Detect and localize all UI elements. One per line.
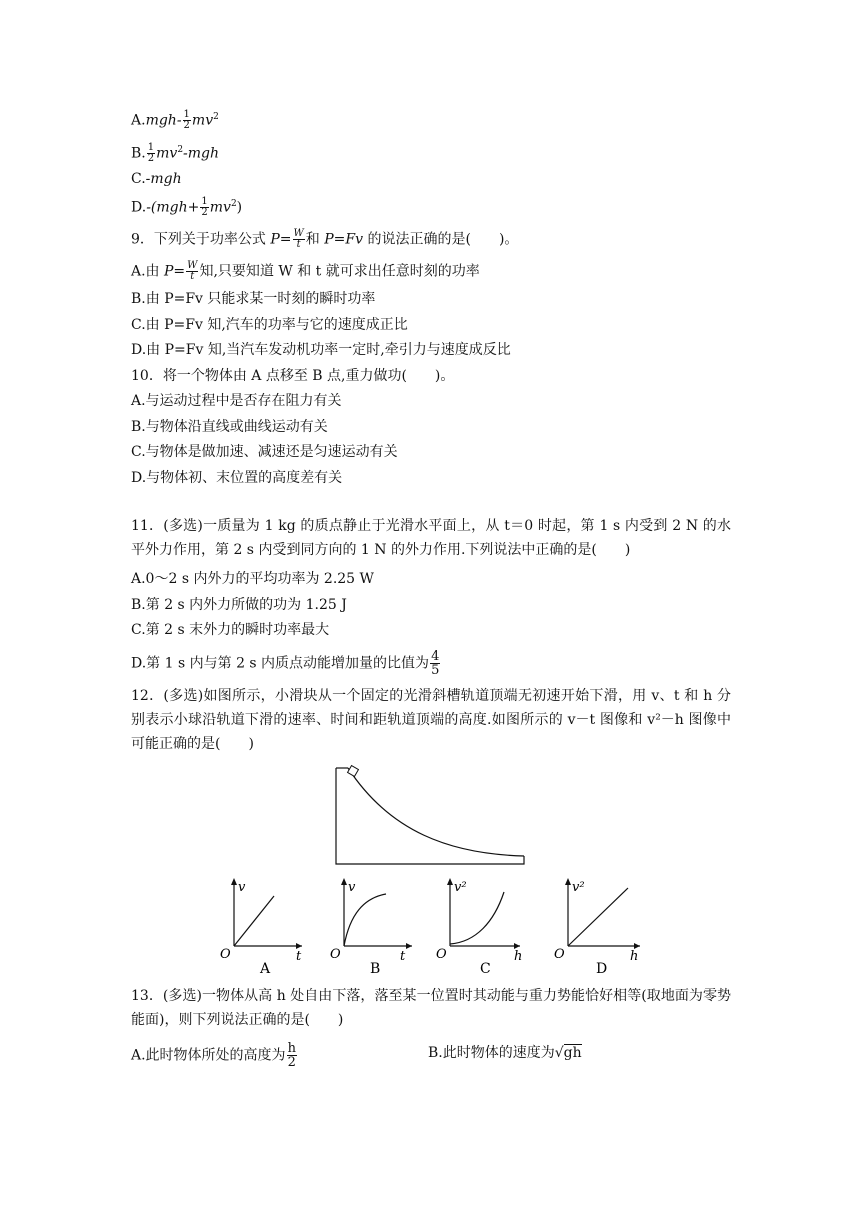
x-axis-label: t	[400, 949, 406, 964]
plot-line	[234, 896, 274, 946]
track-figure	[330, 762, 530, 868]
graph-label: D	[596, 961, 608, 977]
q8-option-a: A.mgh- $\frac{1}{2}$ $mv^2$	[131, 109, 219, 132]
origin-label: O	[436, 947, 447, 962]
formula-text: mv	[191, 112, 214, 129]
fraction: $\frac{h}{2}$	[287, 1041, 296, 1070]
fraction: $\frac{1}{2}$	[201, 196, 208, 219]
fraction: $\frac{W}{t}$	[293, 228, 304, 250]
fraction: $\frac{1}{2}$	[183, 109, 190, 132]
q11-option-c: C.第 2 s 末外力的瞬时功率最大	[131, 622, 330, 638]
x-axis-label: h	[514, 949, 523, 964]
q13-option-a: A.此时物体所处的高度为 $\frac{h}{2}$	[131, 1041, 296, 1070]
graph-d	[554, 878, 640, 977]
y-axis-label: v²	[572, 880, 585, 895]
fraction: $\frac{4}{5}$	[431, 649, 440, 678]
q11-option-b: B.第 2 s 内外力所做的功为 1.25 J	[131, 597, 347, 613]
track-curve	[348, 768, 524, 856]
track-base	[336, 768, 524, 864]
slider-block	[348, 766, 359, 777]
graphs-figure	[214, 874, 654, 978]
formula-text: mgh-	[145, 112, 182, 129]
graph-label: A	[260, 961, 271, 977]
graph-label: B	[370, 961, 381, 977]
graph-label: C	[480, 961, 491, 977]
q10-stem: 10．将一个物体由 A 点移至 B 点,重力做功( )。	[131, 368, 455, 384]
q8-option-b: B. $\frac{1}{2}$ $mv^2$-mgh	[131, 142, 220, 165]
arrow-icon	[406, 943, 412, 949]
q13-option-b: B.此时物体的速度为√gh	[428, 1045, 582, 1061]
q10-option-b: B.与物体沿直线或曲线运动有关	[131, 419, 328, 435]
origin-label: O	[220, 947, 231, 962]
q9-option-c: C.由 P=Fv 知,汽车的功率与它的速度成正比	[131, 317, 408, 333]
q11-option-d: D.第 1 s 内与第 2 s 内质点动能增加量的比值为 $\frac{4}{5}$	[131, 649, 440, 678]
x-axis-label: t	[296, 949, 302, 964]
y-axis-label: v²	[454, 880, 467, 895]
x-axis-label: h	[630, 949, 639, 964]
plot-line	[568, 888, 628, 946]
q9-stem: 9．下列关于功率公式 P= $\frac{W}{t}$ 和 P=Fv 的说法正确的是( )。	[131, 228, 519, 250]
arrow-icon	[341, 878, 347, 885]
q9-option-b: B.由 P=Fv 只能求某一时刻的瞬时功率	[131, 291, 376, 307]
q11-option-a: A.0～2 s 内外力的平均功率为 2.25 W	[131, 571, 374, 587]
q9-option-d: D.由 P=Fv 知,当汽车发动机功率一定时,牵引力与速度成反比	[131, 342, 511, 358]
origin-label: O	[554, 947, 565, 962]
graph-c	[436, 878, 522, 977]
q13-stem: 13．(多选)一物体从高 h 处自由下落，落至某一位置时其动能与重力势能恰好相等(取地面为零势能面)，则下列说法正确的是( )	[131, 988, 731, 1028]
q10-option-d: D.与物体初、末位置的高度差有关	[131, 470, 343, 486]
option-prefix: A.	[131, 112, 146, 129]
q12-stem: 12．(多选)如图所示，小滑块从一个固定的光滑斜槽轨道顶端无初速开始下滑，用 v、t 和 h 分别表示小球沿轨道下滑的速率、时间和距轨道顶端的高度.如图所示的 v－t 图像和 v²－h 图像中可能正确的是( )	[131, 688, 731, 752]
origin-label: O	[330, 947, 341, 962]
q8-option-c: C.-mgh	[131, 171, 182, 187]
sqrt-icon: √	[554, 1045, 564, 1061]
q9-option-a: A.由 P= $\frac{W}{t}$ 知,只要知道 W 和 t 就可求出任意时刻的功率	[131, 260, 480, 282]
fraction: $\frac{1}{2}$	[147, 142, 155, 165]
arrow-icon	[447, 878, 453, 885]
graph-a	[220, 878, 302, 977]
y-axis-label: v	[348, 880, 356, 895]
arrow-icon	[231, 878, 237, 885]
q10-option-c: C.与物体是做加速、减速还是匀速运动有关	[131, 444, 398, 460]
plot-curve	[450, 892, 504, 944]
graph-b	[330, 878, 412, 977]
q10-option-a: A.与运动过程中是否存在阻力有关	[131, 393, 342, 409]
option-prefix: B.	[131, 145, 146, 162]
fraction: $\frac{W}{t}$	[187, 260, 198, 282]
q8-option-d: D.-(mgh+ $\frac{1}{2}$ $mv^2$)	[131, 196, 243, 219]
arrow-icon	[565, 878, 571, 885]
y-axis-label: v	[238, 880, 246, 895]
plot-curve	[344, 894, 386, 946]
q11-stem: 11．(多选)一质量为 1 kg 的质点静止于光滑水平面上，从 t＝0 时起，第 1 s 内受到 2 N 的水平外力作用，第 2 s 内受到同方向的 1 N 的外力作用.下列说法中正确的是( )	[131, 518, 731, 558]
